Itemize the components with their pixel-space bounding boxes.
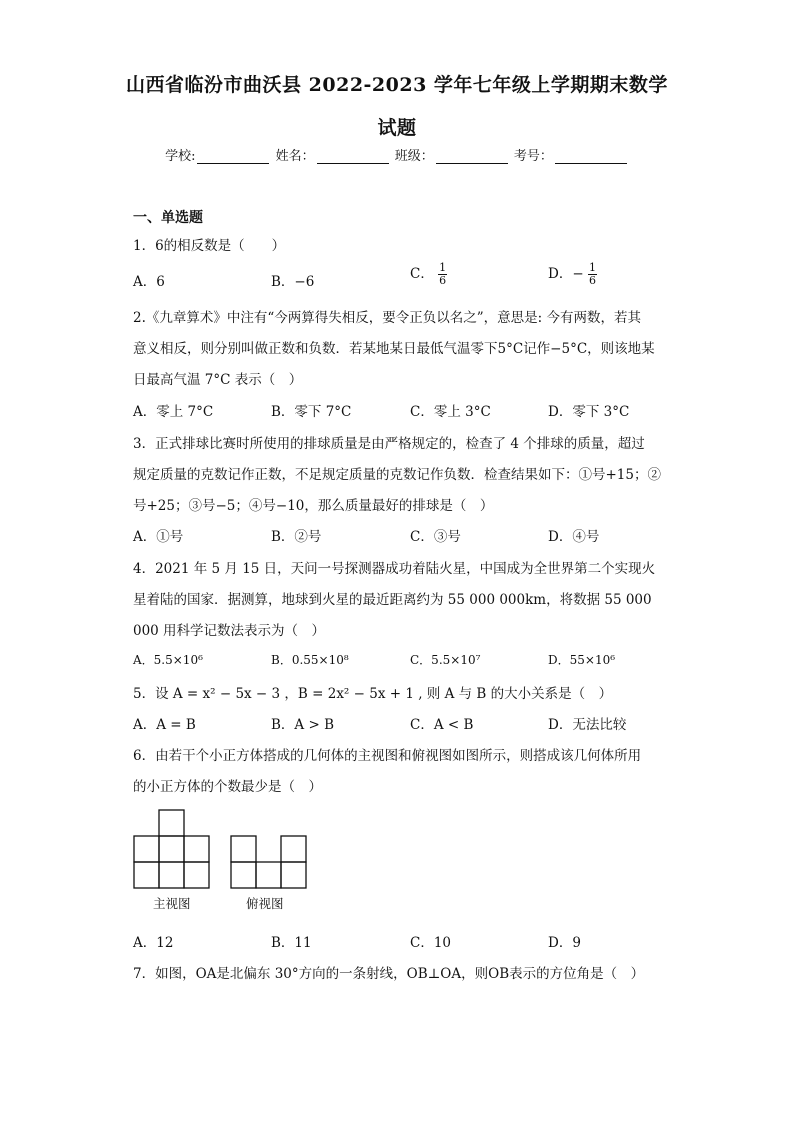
front-view-cell	[134, 836, 159, 862]
front-view-cell	[184, 862, 209, 888]
q1-option-c	[410, 262, 447, 287]
q6-option-c: C．10	[410, 935, 452, 951]
front-view-cell	[184, 836, 209, 862]
number-blank	[555, 150, 627, 164]
q1-c-numerator: 1	[439, 261, 447, 274]
q5-option-d: D．无法比较	[548, 717, 627, 733]
q2-option-b: B．零下 7°C	[271, 404, 352, 420]
class-label: 班级：	[394, 149, 434, 164]
q4-line-1: 4．2021 年 5 月 15 日，天问一号探测器成功着陆火星，中国成为全世界第二个实现火	[133, 561, 656, 577]
q1-option-d-fraction	[588, 262, 597, 287]
front-view-cell	[159, 862, 184, 888]
number-label: 考号：	[513, 149, 553, 164]
q2-option-a: A．零上 7°C	[133, 404, 214, 420]
q3-line-2: 规定质量的克数记作正数，不足规定质量的克数记作负数．检查结果如下：①号+15；②	[133, 467, 661, 483]
q5-option-c: C．A < B	[410, 717, 474, 733]
q1-option-d	[548, 262, 597, 287]
student-info	[0, 145, 794, 164]
q3-option-c: C．③号	[410, 529, 461, 545]
q6-views-svg	[133, 808, 313, 890]
school-blank	[197, 150, 269, 164]
front-view-top-cell	[159, 810, 184, 836]
q7-stem: 7．如图，OA是北偏东 30°方向的一条射线，OB⊥OA，则OB表示的方位角是（ ）	[133, 966, 645, 982]
q5-option-a: A．A = B	[133, 717, 196, 733]
q4-option-d: D．55×10⁶	[548, 653, 616, 667]
q4-option-b: B．0.55×10⁸	[271, 653, 349, 667]
name-label: 姓名：	[275, 149, 315, 164]
school-label: 学校:	[165, 149, 196, 164]
q1-option-c-label: C．	[410, 266, 434, 282]
q2-line-3: 日最高气温 7°C 表示（ ）	[133, 372, 303, 388]
q3-line-3: 号+25；③号−5；④号−10，那么质量最好的排球是（ ）	[133, 498, 494, 514]
front-view-caption: 主视图	[153, 896, 191, 911]
front-view-cell	[159, 836, 184, 862]
q6-line-2: 的小正方体的个数最少是（ ）	[133, 779, 322, 795]
top-view-cell	[281, 836, 306, 862]
q1-option-d-label: D．−	[548, 266, 584, 282]
q2-option-c: C．零上 3°C	[410, 404, 491, 420]
q4-option-a: A．5.5×10⁶	[133, 653, 203, 667]
section-heading: 一、单选题	[133, 210, 203, 226]
q1-stem: 1．6的相反数是（ ）	[133, 238, 286, 254]
q4-line-2: 星着陆的国家．据测算，地球到火星的最近距离约为 55 000 000km，将数据 55 000	[133, 592, 652, 608]
top-view-cell	[231, 862, 256, 888]
q2-line-1: 2.《九章算术》中注有“今两算得失相反，要令正负以名之”，意思是: 今有两数，若其	[133, 310, 642, 326]
top-view-caption: 俯视图	[246, 896, 284, 911]
page-title: 山西省临汾市曲沃县 2022-2023 学年七年级上学期期末数学	[126, 74, 668, 96]
q1-option-a: A．6	[133, 274, 165, 290]
q4-line-3: 000 用科学记数法表示为（ ）	[133, 623, 326, 639]
page-title-line2: 试题	[377, 117, 417, 139]
q1-c-denominator: 6	[439, 274, 447, 287]
q1-d-denominator: 6	[588, 274, 596, 287]
q6-figure	[133, 808, 313, 894]
top-view-cell	[256, 862, 281, 888]
q1-d-numerator: 1	[588, 261, 596, 274]
name-blank	[317, 150, 389, 164]
class-blank	[436, 150, 508, 164]
q5-stem: 5．设 A = x² − 5x − 3 ，B = 2x² − 5x + 1 , 则 A 与 B 的大小关系是（ ）	[133, 686, 613, 702]
top-view-cell	[281, 862, 306, 888]
q3-line-1: 3．正式排球比赛时所使用的排球质量是由严格规定的，检查了 4 个排球的质量，超过	[133, 436, 645, 452]
q6-option-a: A．12	[133, 935, 174, 951]
q3-option-a: A．①号	[133, 529, 184, 545]
q2-option-d: D．零下 3°C	[548, 404, 630, 420]
q1-option-c-fraction	[438, 262, 447, 287]
front-view-cell	[134, 862, 159, 888]
q3-option-d: D．④号	[548, 529, 600, 545]
q6-option-b: B．11	[271, 935, 312, 951]
q5-option-b: B．A > B	[271, 717, 334, 733]
q6-option-d: D．9	[548, 935, 581, 951]
q6-line-1: 6．由若干个小正方体搭成的几何体的主视图和俯视图如图所示，则搭成该几何体所用	[133, 748, 642, 764]
q4-option-c: C．5.5×10⁷	[410, 653, 481, 667]
q2-line-2: 意义相反，则分别叫做正数和负数．若某地某日最低气温零下5°C记作−5°C，则该地某	[133, 341, 655, 357]
q3-option-b: B．②号	[271, 529, 322, 545]
q1-option-b: B．−6	[271, 274, 315, 290]
top-view-cell	[231, 836, 256, 862]
